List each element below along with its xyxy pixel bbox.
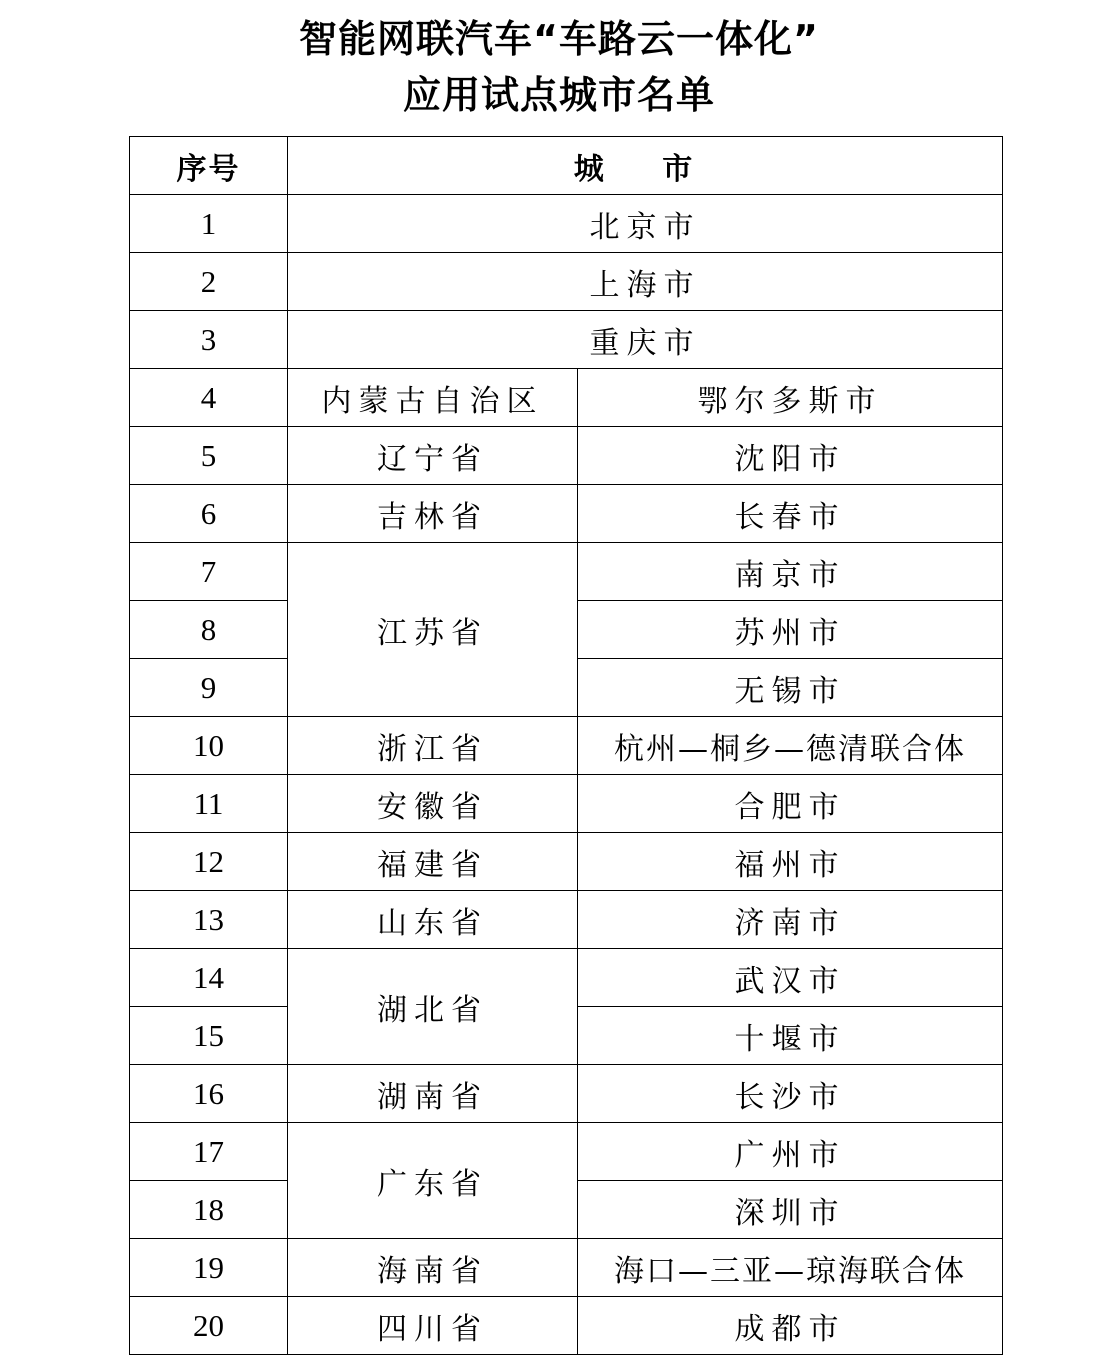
document-title-line-1: 智能网联汽车“车路云一体化” [299,17,819,61]
table-row [130,775,1003,833]
row-index: 16 [130,1065,288,1123]
row-city: 重庆市 [288,311,1003,369]
row-index: 4 [130,369,288,427]
header-index: 序号 [130,137,288,195]
row-index: 7 [130,543,288,601]
row-city: 南京市 [578,543,1003,601]
row-city: 合肥市 [578,775,1003,833]
row-city: 广州市 [578,1123,1003,1181]
row-city: 上海市 [288,253,1003,311]
row-city: 北京市 [288,195,1003,253]
row-city: 长沙市 [578,1065,1003,1123]
row-province: 湖北省 [288,949,578,1065]
row-index: 13 [130,891,288,949]
table-row [130,1297,1003,1355]
table-row [130,427,1003,485]
row-city: 十堰市 [578,1007,1003,1065]
row-city: 鄂尔多斯市 [578,369,1003,427]
table-row [130,949,1003,1007]
table-header-row [130,137,1003,195]
row-city: 成都市 [578,1297,1003,1355]
row-city: 福州市 [578,833,1003,891]
pilot-city-table [129,136,1003,1355]
row-province: 辽宁省 [288,427,578,485]
row-index: 12 [130,833,288,891]
row-index: 15 [130,1007,288,1065]
row-index: 9 [130,659,288,717]
table-row [130,717,1003,775]
row-index: 2 [130,253,288,311]
document-title-line-2: 应用试点城市名单 [402,73,715,117]
row-index: 19 [130,1239,288,1297]
row-province: 内蒙古自治区 [288,369,578,427]
row-index: 5 [130,427,288,485]
row-index: 17 [130,1123,288,1181]
row-province: 吉林省 [288,485,578,543]
row-province: 山东省 [288,891,578,949]
row-index: 11 [130,775,288,833]
row-city: 长春市 [578,485,1003,543]
table-row [130,833,1003,891]
table-row [130,1065,1003,1123]
table-row [130,369,1003,427]
row-city: 无锡市 [578,659,1003,717]
row-province: 福建省 [288,833,578,891]
row-city: 海口—三亚—琼海联合体 [578,1239,1003,1297]
row-index: 8 [130,601,288,659]
row-index: 18 [130,1181,288,1239]
row-province: 四川省 [288,1297,578,1355]
table-row [130,1239,1003,1297]
row-province: 湖南省 [288,1065,578,1123]
row-index: 3 [130,311,288,369]
row-city: 杭州—桐乡—德清联合体 [578,717,1003,775]
row-province: 江苏省 [288,543,578,717]
row-index: 1 [130,195,288,253]
table-row [130,1123,1003,1181]
header-city: 城 市 [288,137,1003,195]
row-index: 20 [130,1297,288,1355]
row-city: 武汉市 [578,949,1003,1007]
row-index: 14 [130,949,288,1007]
row-province: 广东省 [288,1123,578,1239]
row-index: 6 [130,485,288,543]
table-row [130,195,1003,253]
row-province: 安徽省 [288,775,578,833]
row-city: 济南市 [578,891,1003,949]
row-city: 苏州市 [578,601,1003,659]
table-row [130,253,1003,311]
table-row [130,543,1003,601]
table-row [130,891,1003,949]
row-province: 海南省 [288,1239,578,1297]
row-province: 浙江省 [288,717,578,775]
table-row [130,311,1003,369]
row-index: 10 [130,717,288,775]
row-city: 沈阳市 [578,427,1003,485]
table-row [130,485,1003,543]
row-city: 深圳市 [578,1181,1003,1239]
